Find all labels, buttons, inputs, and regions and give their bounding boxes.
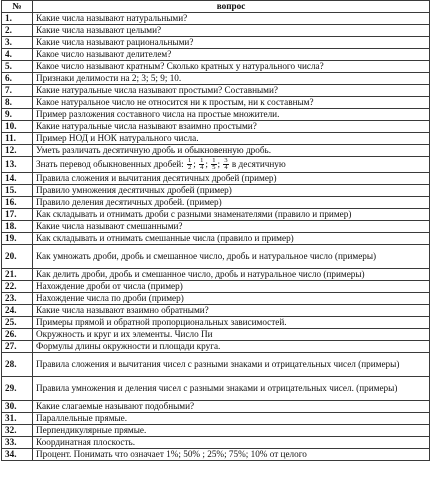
row-number: 27. [2,341,33,353]
table-row [2,329,430,341]
table-row [2,281,430,293]
fraction-one-fifth: $\frac{1}{5}$ [212,156,216,171]
row-question: Нахождение числа по дроби (пример) [33,293,430,305]
header-question: вопрос [33,1,430,13]
row-number: 13. [2,157,33,173]
row-number: 5. [2,61,33,73]
row-question: Какие числа называют натуральными? [33,13,430,25]
fraction-three-quarters: $\frac{3}{4}$ [224,156,228,171]
table-row [2,37,430,49]
row-question: Правила умножения и деления чисел с разными знаками и отрицательных чисел. (примеры) [33,377,430,401]
row-question: Как складывать и отнимать дроби с разными знаменателями (правило и пример) [33,209,430,221]
table-row [2,121,430,133]
row-number: 15. [2,185,33,197]
row-number: 8. [2,97,33,109]
table-row [2,233,430,245]
row-question: Правило деления десятичных дробей. (пример) [33,197,430,209]
row-question: Как умножать дроби, дробь и смешанное число, дробь и натуральное число (примеры) [33,245,430,269]
table-row [2,173,430,185]
fraction-one-quarter: $\frac{1}{4}$ [200,156,204,171]
table-header-row [2,1,430,13]
row-number: 19. [2,233,33,245]
row-question: Пример НОД и НОК натурального числа. [33,133,430,145]
table-row [2,97,430,109]
row-number: 14. [2,173,33,185]
table-row [2,245,430,269]
table-row [2,401,430,413]
row-number: 9. [2,109,33,121]
table-row [2,221,430,233]
row-number: 1. [2,13,33,25]
row-question: Формулы длины окружности и площади круга. [33,341,430,353]
row-question: Процент. Понимать что означает 1%; 50% ; 25%; 75%; 10% от целого [33,449,430,461]
table-row [2,133,430,145]
row-question: Уметь различать десятичную дробь и обыкновенную дробь. [33,145,430,157]
table-row [2,73,430,85]
row-number: 25. [2,317,33,329]
table-row [2,293,430,305]
row-number: 18. [2,221,33,233]
row-question: Какие слагаемые называют подобными? [33,401,430,413]
row-question: Какие числа называют взаимно обратными? [33,305,430,317]
table-row [2,353,430,377]
table-row [2,269,430,281]
row-number: 26. [2,329,33,341]
row-question: Пример разложения составного числа на простые множители. [33,109,430,121]
row-question: Правила сложения и вычитания десятичных дробей (пример) [33,173,430,185]
row-number: 10. [2,121,33,133]
row-number: 20. [2,245,33,269]
row-question: Примеры прямой и обратной пропорциональных зависимостей. [33,317,430,329]
row-question: Параллельные прямые. [33,413,430,425]
row-number: 30. [2,401,33,413]
row-question: Перпендикулярные прямые. [33,425,430,437]
row-question: Нахождение дроби от числа (пример) [33,281,430,293]
row-question: Какое число называют делителем? [33,49,430,61]
row-question: Как складывать и отнимать смешанные числа (правило и пример) [33,233,430,245]
row-number: 16. [2,197,33,209]
row-number: 2. [2,25,33,37]
row-number: 22. [2,281,33,293]
row-question: Какие числа называют целыми? [33,25,430,37]
table-row [2,425,430,437]
table-row [2,305,430,317]
row-number: 28. [2,353,33,377]
row-number: 17. [2,209,33,221]
table-row [2,49,430,61]
table-row [2,197,430,209]
table-row [2,317,430,329]
row-number: 32. [2,425,33,437]
row-number: 11. [2,133,33,145]
table-row [2,13,430,25]
row-number: 24. [2,305,33,317]
row-number: 21. [2,269,33,281]
table-row [2,449,430,461]
table-row [2,377,430,401]
row-number: 7. [2,85,33,97]
table-row [2,85,430,97]
row-question: Какие натуральные числа называют взаимно простыми? [33,121,430,133]
row-question: Окружность и круг и их элементы. Число Пи [33,329,430,341]
row-question: Знать перевод обыкновенных дробей: $\frac{1}{2}$ ; $\frac{1}{4}$ ; $\frac{1}{5}$ ; $\frac{3}{4}$ в десятичную [33,157,430,173]
table-row [2,209,430,221]
row-number: 23. [2,293,33,305]
table-row [2,25,430,37]
fraction-one-half: $\frac{1}{2}$ [188,156,192,171]
row-number: 12. [2,145,33,157]
row-number: 34. [2,449,33,461]
row-question: Какие числа называют рациональными? [33,37,430,49]
row-question: Как делить дроби, дробь и смешанное число, дробь и натуральное число (примеры) [33,269,430,281]
questions-table [1,0,430,461]
fraction-suffix: в десятичную [231,158,286,169]
row-question: Какие натуральные числа называют простыми? Составными? [33,85,430,97]
row-number: 4. [2,49,33,61]
row-question: Какие числа называют смешанными? [33,221,430,233]
row-number: 33. [2,437,33,449]
row-number: 3. [2,37,33,49]
table-row [2,185,430,197]
row-number: 31. [2,413,33,425]
row-number: 6. [2,73,33,85]
row-question: Признаки делимости на 2; 3; 5; 9; 10. [33,73,430,85]
table-row [2,109,430,121]
table-row [2,437,430,449]
fraction-prompt: Знать перевод обыкновенных дробей: [36,158,187,169]
table-row [2,157,430,173]
row-question: Какое число называют кратным? Сколько кратных у натурального числа? [33,61,430,73]
row-number: 29. [2,377,33,401]
row-question: Правила сложения и вычитания чисел с разными знаками и отрицательных чисел (примеры) [33,353,430,377]
row-question: Координатная плоскость. [33,437,430,449]
row-question: Какое натуральное число не относится ни к простым, ни к составным? [33,97,430,109]
table-row [2,61,430,73]
table-row [2,413,430,425]
table-row [2,145,430,157]
table-row [2,341,430,353]
header-number: № [2,1,33,13]
row-question: Правило умножения десятичных дробей (пример) [33,185,430,197]
